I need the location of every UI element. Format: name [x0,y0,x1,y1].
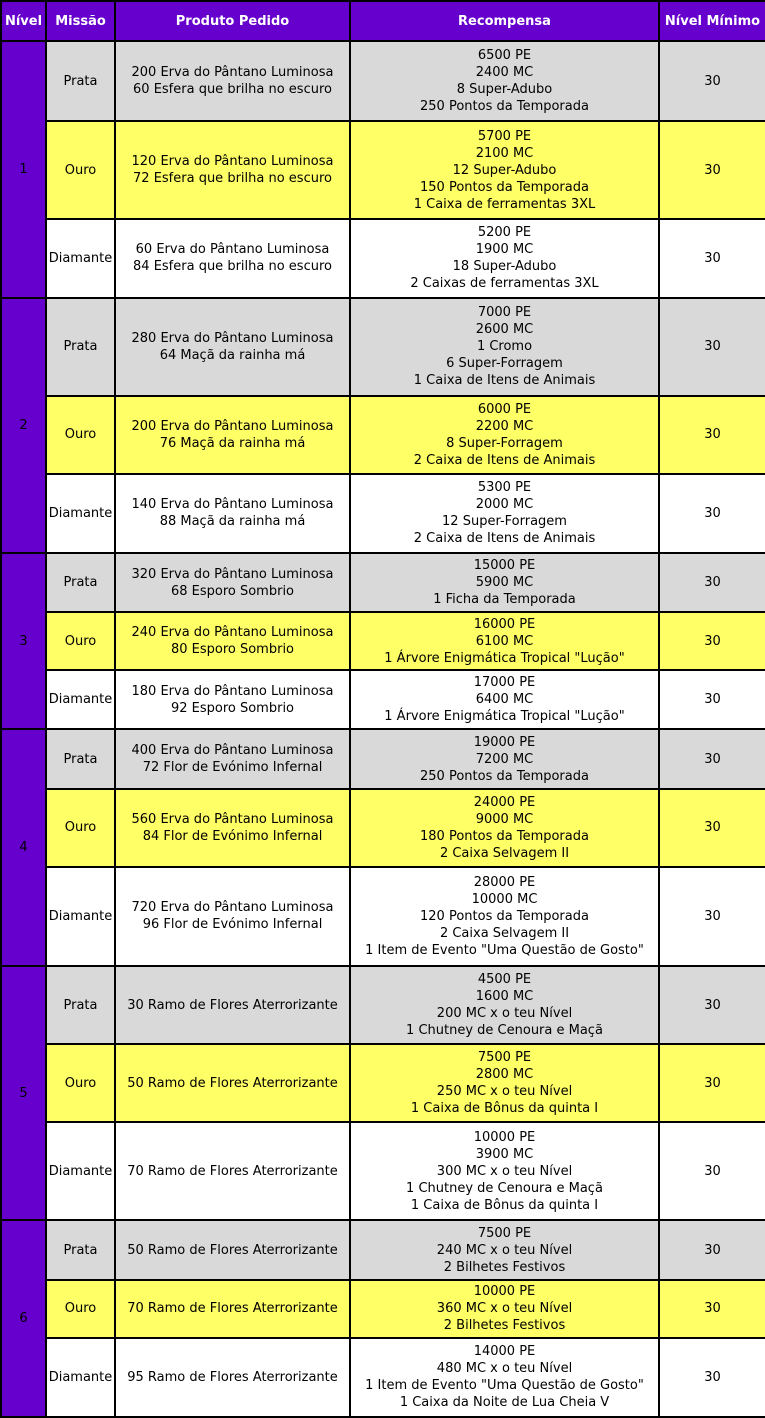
reward-cell-line: 180 Pontos da Temporada [420,828,589,844]
header-nivel: Nível [1,1,46,41]
product-cell [115,1220,350,1279]
product-cell [115,396,350,474]
reward-cell [350,298,659,396]
reward-cell-line: 7000 PE [477,305,532,321]
mission-tier-cell: Prata [46,1220,115,1279]
product-cell [115,789,350,867]
reward-cell-line: 16000 PE [473,616,536,632]
reward-cell-line: 1 Ficha da Temporada [433,592,576,608]
product-cell-line: 320 Erva do Pântano Luminosa [131,566,334,582]
min-level-cell: 30 [659,789,765,867]
reward-cell-line: 14000 PE [473,1344,536,1360]
reward-cell-line: 6000 PE [477,401,532,417]
product-cell [115,670,350,729]
mission-tier-cell: Diamante [46,474,115,553]
reward-cell-line: 2 Bilhetes Festivos [443,1259,566,1275]
reward-cell-line: 360 MC x o teu Nível [436,1301,573,1317]
min-level-cell: 30 [659,966,765,1044]
min-level-cell: 30 [659,1220,765,1279]
reward-cell [350,1220,659,1279]
table-row [1,219,765,297]
reward-cell-line: 300 MC x o teu Nível [436,1163,573,1179]
product-cell-line: 400 Erva do Pântano Luminosa [131,743,334,758]
reward-cell-line: 12 Super-Forragem [442,514,567,530]
reward-cell-line: 1 Caixa de Bônus da quinta I [410,1101,599,1117]
reward-cell-line: 17000 PE [473,675,536,691]
reward-cell-line: 2 Caixa de Itens de Animais [413,452,596,468]
product-cell [115,1280,350,1338]
product-cell-line: 92 Esporo Sombrio [170,700,295,716]
reward-cell-line: 1 Item de Evento "Uma Questão de Gosto" [365,942,644,958]
reward-cell-line: 250 Pontos da Temporada [420,768,589,784]
reward-cell-line: 1600 MC [475,989,534,1004]
reward-cell-line: 5700 PE [477,128,532,144]
product-cell-line: 240 Erva do Pântano Luminosa [131,625,334,641]
table-row [1,1220,765,1279]
header-missao: Missão [46,1,115,41]
reward-cell-line: 3900 MC [475,1146,534,1162]
reward-cell [350,474,659,553]
reward-cell [350,1122,659,1220]
product-cell-line: 560 Erva do Pântano Luminosa [131,811,334,827]
header-recompensa: Recompensa [350,1,659,41]
product-cell [115,1122,350,1220]
table-row [1,1280,765,1338]
reward-cell-line: 8 Super-Adubo [456,82,553,98]
reward-cell-line: 7500 PE [477,1225,532,1241]
reward-cell-line: 200 MC x o teu Nível [436,1006,573,1021]
mission-tier-cell: Ouro [46,612,115,670]
reward-cell-line: 1 Cromo [476,339,533,355]
product-cell-line: 60 Esfera que brilha no escuro [133,82,332,98]
product-cell-line: 50 Ramo de Flores Aterrorizante [127,1075,338,1091]
reward-cell-line: 1 Chutney de Cenoura e Maçã [406,1180,603,1196]
reward-cell-line: 1 Chutney de Cenoura e Maçã [406,1023,603,1038]
table-row [1,789,765,867]
reward-cell-line: 1 Árvore Enigmática Tropical "Lução" [384,650,625,666]
min-level-cell: 30 [659,612,765,670]
reward-cell-line: 6 Super-Forragem [446,356,563,372]
reward-cell-line: 1 Caixa de ferramentas 3XL [413,196,596,212]
reward-cell-line: 4500 PE [477,972,532,987]
reward-cell [350,966,659,1044]
product-cell-line: 200 Erva do Pântano Luminosa [131,418,334,434]
min-level-cell: 30 [659,298,765,396]
product-cell-line: 200 Erva do Pântano Luminosa [131,65,334,81]
mission-tier-cell: Prata [46,966,115,1044]
reward-cell-line: 250 Pontos da Temporada [420,99,589,115]
table-row [1,1338,765,1417]
reward-cell [350,1280,659,1338]
reward-cell-line: 5300 PE [477,480,532,496]
product-cell-line: 70 Ramo de Flores Aterrorizante [127,1301,338,1317]
table-row [1,729,765,788]
reward-cell [350,612,659,670]
table-row [1,966,765,1044]
reward-cell [350,219,659,297]
reward-cell-line: 1 Árvore Enigmática Tropical "Lução" [384,709,625,725]
mission-tier-cell: Ouro [46,396,115,474]
product-cell-line: 50 Ramo de Flores Aterrorizante [127,1242,338,1258]
product-cell [115,1338,350,1417]
level-cell: 4 [1,729,46,965]
product-cell-line: 76 Maçã da rainha má [159,435,306,451]
reward-cell-line: 2600 MC [475,322,534,338]
reward-cell [350,396,659,474]
product-cell-line: 72 Esfera que brilha no escuro [133,171,332,187]
reward-cell [350,867,659,966]
table-row [1,41,765,121]
level-cell: 5 [1,966,46,1221]
reward-cell [350,729,659,788]
product-cell [115,298,350,396]
reward-cell-line: 5900 MC [475,575,534,591]
min-level-cell: 30 [659,867,765,966]
product-cell-line: 64 Maçã da rainha má [159,347,306,363]
min-level-cell: 30 [659,219,765,297]
reward-cell-line: 6400 MC [475,692,534,708]
reward-cell-line: 10000 MC [471,891,538,907]
min-level-cell: 30 [659,474,765,553]
product-cell-line: 180 Erva do Pântano Luminosa [131,683,334,699]
reward-cell-line: 2 Caixa Selvagem II [439,925,570,941]
reward-cell-line: 6500 PE [477,48,532,64]
product-cell-line: 70 Ramo de Flores Aterrorizante [127,1163,338,1179]
table-row [1,298,765,396]
product-cell [115,121,350,219]
product-cell-line: 120 Erva do Pântano Luminosa [131,154,334,170]
reward-cell [350,1044,659,1122]
header-nivel-minimo: Nível Mínimo [659,1,765,41]
min-level-cell: 30 [659,1122,765,1220]
reward-cell-line: 9000 MC [475,811,534,827]
reward-cell-line: 10000 PE [473,1284,536,1300]
product-cell [115,553,350,612]
reward-cell-line: 480 MC x o teu Nível [436,1361,573,1377]
reward-cell-line: 1900 MC [475,242,534,258]
reward-cell-line: 2400 MC [475,65,534,81]
reward-cell-line: 7200 MC [475,751,534,767]
product-cell [115,474,350,553]
min-level-cell: 30 [659,396,765,474]
table-row [1,1122,765,1220]
min-level-cell: 30 [659,1338,765,1417]
level-cell: 3 [1,553,46,729]
mission-tier-cell: Prata [46,41,115,121]
reward-cell-line: 1 Item de Evento "Uma Questão de Gosto" [365,1378,644,1394]
reward-cell [350,670,659,729]
mission-tier-cell: Ouro [46,1280,115,1338]
reward-cell [350,41,659,121]
reward-cell [350,553,659,612]
table-body [1,41,765,1417]
product-cell-line: 88 Maçã da rainha má [159,514,306,530]
table-row [1,670,765,729]
level-cell: 2 [1,298,46,554]
min-level-cell: 30 [659,1280,765,1338]
product-cell-line: 84 Flor de Evónimo Infernal [142,828,323,844]
reward-cell-line: 5200 PE [477,225,532,241]
reward-cell-line: 12 Super-Adubo [452,162,557,178]
header-row [1,1,765,41]
mission-tier-cell: Diamante [46,1122,115,1220]
min-level-cell: 30 [659,729,765,788]
mission-tier-cell: Ouro [46,1044,115,1122]
reward-cell-line: 2200 MC [475,418,534,434]
reward-cell-line: 120 Pontos da Temporada [420,908,589,924]
product-cell-line: 140 Erva do Pântano Luminosa [131,497,334,513]
reward-cell-line: 15000 PE [473,558,536,574]
reward-cell-line: 250 MC x o teu Nível [436,1084,573,1100]
reward-cell-line: 8 Super-Forragem [446,435,563,451]
reward-cell-line: 1 Caixa de Itens de Animais [413,373,596,389]
product-cell-line: 720 Erva do Pântano Luminosa [131,900,334,916]
reward-cell-line: 1 Caixa da Noite de Lua Cheia V [399,1395,610,1411]
level-cell: 6 [1,1220,46,1417]
product-cell-line: 68 Esporo Sombrio [170,583,295,599]
min-level-cell: 30 [659,121,765,219]
reward-cell-line: 28000 PE [473,874,536,890]
mission-tier-cell: Diamante [46,1338,115,1417]
mission-tier-cell: Prata [46,729,115,788]
table-row [1,553,765,612]
product-cell [115,966,350,1044]
product-cell-line: 30 Ramo de Flores Aterrorizante [127,997,338,1013]
mission-tier-cell: Diamante [46,670,115,729]
reward-cell-line: 2 Bilhetes Festivos [443,1318,566,1334]
product-cell-line: 80 Esporo Sombrio [170,642,295,658]
mission-tier-cell: Diamante [46,867,115,966]
product-cell [115,1044,350,1122]
product-cell [115,612,350,670]
min-level-cell: 30 [659,670,765,729]
level-cell: 1 [1,41,46,298]
product-cell-line: 280 Erva do Pântano Luminosa [131,330,334,346]
reward-cell [350,1338,659,1417]
reward-cell-line: 7500 PE [477,1050,532,1066]
mission-tier-cell: Diamante [46,219,115,297]
mission-tier-cell: Ouro [46,789,115,867]
product-cell-line: 84 Esfera que brilha no escuro [133,259,332,275]
product-cell [115,41,350,121]
reward-cell-line: 150 Pontos da Temporada [420,179,589,195]
product-cell-line: 72 Flor de Evónimo Infernal [142,760,323,775]
reward-cell [350,789,659,867]
header-produto-pedido: Produto Pedido [115,1,350,41]
reward-cell-line: 240 MC x o teu Nível [436,1242,573,1258]
table-row [1,474,765,553]
reward-cell [350,121,659,219]
table-row [1,121,765,219]
reward-cell-line: 1 Caixa de Bônus da quinta I [410,1197,599,1213]
reward-cell-line: 18 Super-Adubo [452,259,557,275]
table-row [1,867,765,966]
reward-cell-line: 2 Caixa Selvagem II [439,845,570,861]
reward-cell-line: 2 Caixas de ferramentas 3XL [410,276,599,292]
reward-cell-line: 2800 MC [475,1067,534,1083]
reward-cell-line: 19000 PE [473,734,536,750]
min-level-cell: 30 [659,553,765,612]
mission-tier-cell: Prata [46,298,115,396]
table-row [1,396,765,474]
table-row [1,1044,765,1122]
mission-tier-cell: Prata [46,553,115,612]
product-cell [115,729,350,788]
reward-cell-line: 10000 PE [473,1129,536,1145]
reward-cell-line: 2100 MC [475,145,534,161]
product-cell-line: 60 Erva do Pântano Luminosa [135,242,330,258]
table-row [1,612,765,670]
reward-cell-line: 24000 PE [473,794,536,810]
min-level-cell: 30 [659,41,765,121]
reward-cell-line: 6100 MC [475,633,534,649]
reward-cell-line: 2000 MC [475,497,534,513]
product-cell [115,219,350,297]
reward-cell-line: 2 Caixa de Itens de Animais [413,531,596,547]
min-level-cell: 30 [659,1044,765,1122]
mission-tier-cell: Ouro [46,121,115,219]
product-cell-line: 96 Flor de Evónimo Infernal [142,917,323,933]
product-cell-line: 95 Ramo de Flores Aterrorizante [127,1369,338,1385]
product-cell [115,867,350,966]
